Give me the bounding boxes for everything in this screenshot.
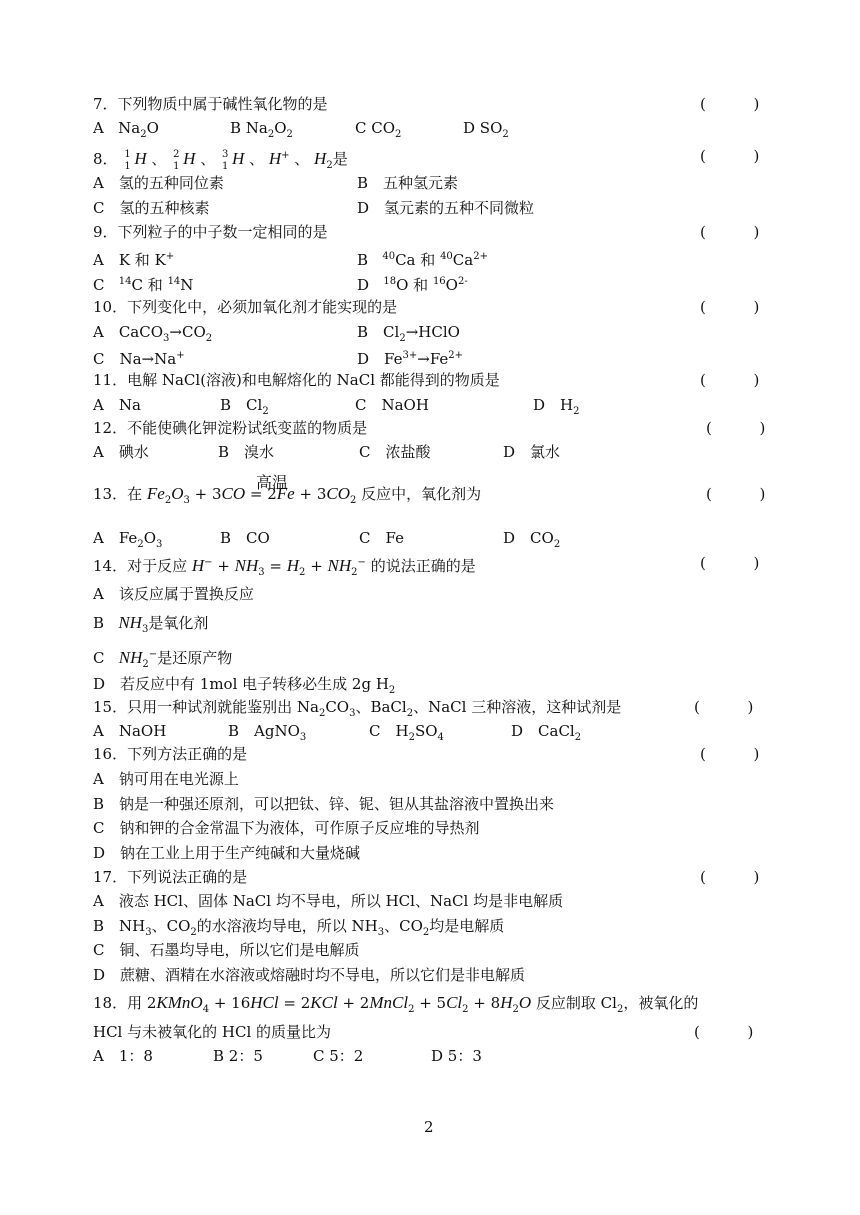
option-a: A $Na_2O$	[93, 119, 159, 140]
question-18-stem-line2: HCl 与未被氧化的 HCl 的质量比为	[93, 1023, 332, 1041]
option-c: C $^{14}$C 和 $^{14}$N	[93, 276, 194, 294]
question-18-stem: 18．用 2KMnO$_4$ + 16HCl = 2KCl + 2MnCl$_2$ + $5Cl_2 + 8H_2O$ 反应制取 $Cl_2$，被氧化的	[93, 993, 699, 1015]
answer-bracket: ( )	[694, 1023, 754, 1041]
option-d: D $^{18}$O 和 $^{16}O^{2-}$	[357, 276, 468, 294]
question-14-stem: 14．对于反应 $H^- + NH_3 = H_2 + NH_2^-$ 的说法正确的是	[93, 556, 476, 578]
answer-bracket: ( )	[700, 223, 760, 241]
option-b: B $^{40}$Ca 和 $^{40}Ca^{2+}$	[357, 251, 488, 269]
option-b: B 溴水	[218, 443, 275, 461]
option-c: C $NH_2^-$是还原产物	[93, 648, 233, 670]
option-d: D $SO_2$	[463, 119, 509, 140]
answer-bracket: ( )	[700, 371, 760, 389]
option-a: A $Fe_2O_3$	[93, 529, 163, 550]
question-10-stem: 10．下列变化中，必须加氧化剂才能实现的是	[93, 298, 398, 316]
option-c: C 5：2	[313, 1047, 364, 1065]
option-d: D 钠在工业上用于生产纯碱和大量烧碱	[93, 844, 361, 862]
option-b: B $NH_3$是氧化剂	[93, 613, 209, 635]
option-a: A NaOH	[93, 722, 167, 740]
option-b: B CO	[220, 529, 270, 547]
option-d: D $CO_2$	[503, 529, 561, 550]
option-b: B AgNO$_3$	[228, 722, 307, 743]
option-b: B $Cl_2$	[220, 396, 269, 417]
question-17-stem: 17．下列说法正确的是	[93, 868, 248, 886]
option-a: A Na	[93, 396, 141, 414]
option-b: B 五种氢元素	[357, 174, 459, 192]
option-d: D $Fe^{3+}\to Fe^{2+}$	[357, 350, 464, 368]
answer-bracket: ( )	[700, 554, 760, 572]
option-d: D 5：3	[431, 1047, 482, 1065]
option-a: A K 和 K+	[93, 251, 175, 269]
answer-bracket: ( )	[700, 298, 760, 316]
option-c: C $CO_2$	[355, 119, 402, 140]
option-a: A 氢的五种同位素	[93, 174, 224, 192]
page-number: 2	[424, 1118, 434, 1136]
question-16-stem: 16．下列方法正确的是	[93, 745, 248, 763]
option-b: B $Cl_2\to HClO$	[357, 323, 460, 344]
question-7-stem: 7．下列物质中属于碱性氧化物的是	[93, 95, 328, 113]
answer-bracket: ( )	[700, 745, 760, 763]
option-d: D 若反应中有 1mol 电子转移必生成 2g $H_2$	[93, 675, 396, 696]
option-c: C $H_2SO_4$	[369, 722, 444, 743]
option-d: D 蔗糖、酒精在水溶液或熔融时均不导电，所以它们是非电解质	[93, 966, 526, 984]
option-a: A 该反应属于置换反应	[93, 585, 254, 603]
answer-bracket: ( )	[706, 485, 766, 503]
option-c: C NaOH	[355, 396, 429, 414]
question-11-stem: 11．电解 NaCl(溶液)和电解熔化的 NaCl 都能得到的物质是	[93, 371, 500, 389]
option-a: A 碘水	[93, 443, 149, 461]
reaction-condition-label: 高温	[256, 473, 289, 492]
question-8-stem: 8． 1 1 H 、 2 1 H 、 3 1 H 、 H+ 、 $H_2$是	[93, 149, 348, 172]
answer-bracket: ( )	[700, 95, 760, 113]
question-15-stem: 15．只用一种试剂就能鉴别出 $Na_2CO_3$、BaCl$_2$、NaCl 三种溶液，这种试剂是	[93, 698, 622, 719]
answer-bracket: ( )	[694, 698, 754, 716]
option-c: C Fe	[359, 529, 404, 547]
answer-bracket: ( )	[700, 147, 760, 165]
option-d: D 氯水	[503, 443, 561, 461]
option-c: C 浓盐酸	[359, 443, 431, 461]
question-9-stem: 9．下列粒子的中子数一定相同的是	[93, 223, 328, 241]
option-c: C 氢的五种核素	[93, 199, 210, 217]
option-d: D $H_2$	[533, 396, 580, 417]
option-a: A 钠可用在电光源上	[93, 770, 239, 788]
option-a: A 液态 HCl、固体 NaCl 均不导电，所以 HCl、NaCl 均是非电解质	[93, 892, 564, 910]
option-c: C 铜、石墨均导电，所以它们是电解质	[93, 941, 360, 959]
option-c: C 钠和钾的合金常温下为液体，可作原子反应堆的导热剂	[93, 819, 480, 837]
option-c: C Na→Na+	[93, 350, 185, 368]
option-b: B 2：5	[213, 1047, 263, 1065]
option-b: B $NH_3$、$CO_2$的水溶液均导电，所以 $NH_3$、$CO_2$均是电解质	[93, 917, 505, 938]
answer-bracket: ( )	[700, 868, 760, 886]
option-a: A 1：8	[93, 1047, 153, 1065]
option-b: B $Na_2O_2$	[230, 119, 293, 140]
question-13-stem: 13．在 $Fe_2O_3 + 3CO = 2Fe + 3CO_2$ 反应中，氧化剂为	[93, 484, 482, 506]
answer-bracket: ( )	[706, 419, 766, 437]
option-d: D 氢元素的五种不同微粒	[357, 199, 535, 217]
option-a: A $CaCO_3\to CO_2$	[93, 323, 213, 344]
question-12-stem: 12．不能使碘化钾淀粉试纸变蓝的物质是	[93, 419, 368, 437]
option-d: D CaCl$_2$	[511, 722, 582, 743]
option-b: B 钠是一种强还原剂，可以把钛、锌、铌、钽从其盐溶液中置换出来	[93, 795, 555, 813]
